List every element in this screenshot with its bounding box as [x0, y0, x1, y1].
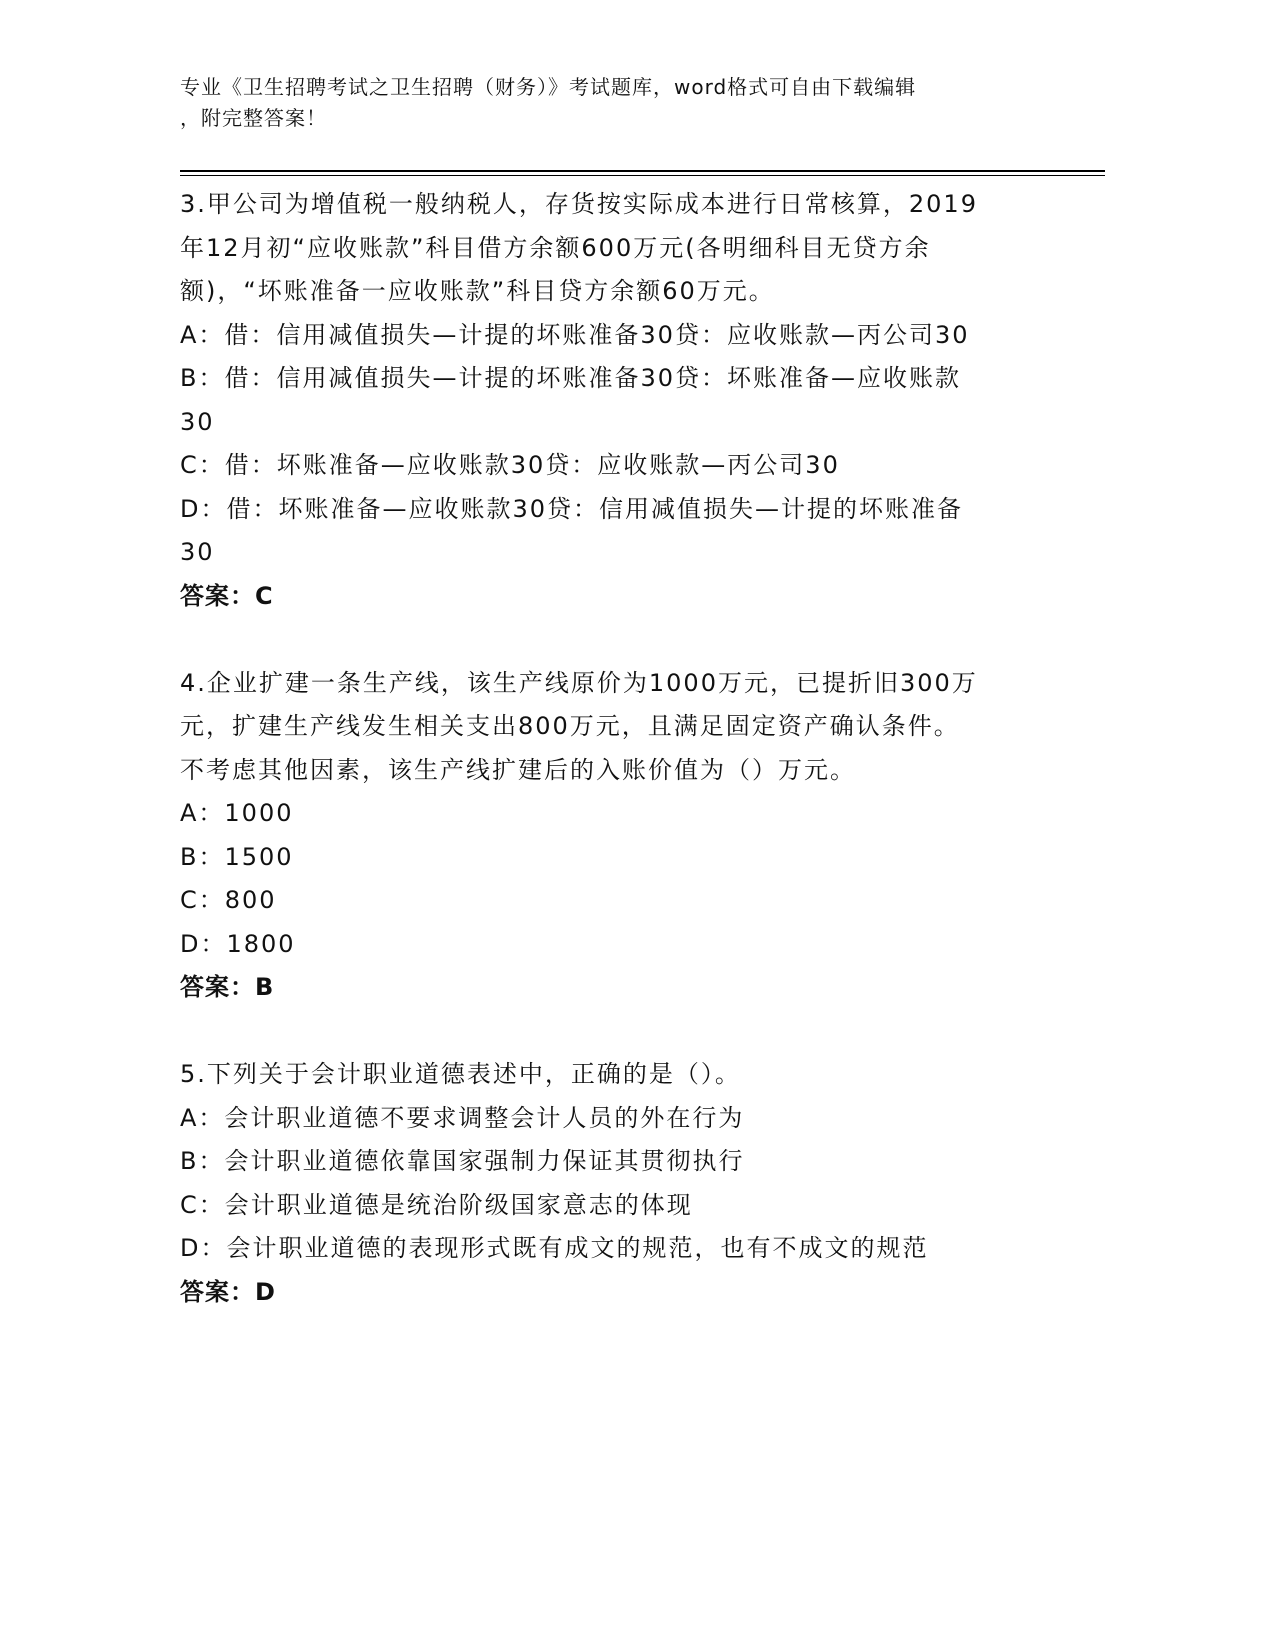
question-stem-line: 3.甲公司为增值税一般纳税人，存货按实际成本进行日常核算，2019 — [180, 190, 978, 218]
question-answer: 答案：B — [180, 973, 275, 1001]
header-line: ，附完整答案！ — [180, 106, 327, 130]
option-line: D：会计职业道德的表现形式既有成文的规范，也有不成文的规范 — [180, 1234, 929, 1262]
option-line: 30 — [180, 407, 215, 436]
option-line: D：1800 — [180, 929, 296, 958]
question-stem-line: 元，扩建生产线发生相关支出800万元，且满足固定资产确认条件。 — [180, 712, 960, 740]
answer-option — [180, 1140, 1080, 1184]
question-list — [180, 183, 1080, 1314]
answer-option — [180, 792, 1080, 836]
option-line: B：借：信用减值损失—计提的坏账准备30贷：坏账准备—应收账款 — [180, 364, 962, 392]
answer-option — [180, 357, 1080, 444]
answer-option — [180, 923, 1080, 967]
question-stem-line: 4.企业扩建一条生产线，该生产线原价为1000万元，已提折旧300万 — [180, 668, 978, 697]
option-line: C：借：坏账准备—应收账款30贷：应收账款—丙公司30 — [180, 451, 840, 479]
header-divider — [180, 175, 1105, 176]
answer-option — [180, 488, 1080, 575]
answer-option — [180, 1227, 1080, 1271]
answer-option — [180, 314, 1080, 358]
question-stem-line: 年12月初“应收账款”科目借方余额600万元(各明细科目无贷方余 — [180, 233, 931, 262]
header-line: 专业《卫生招聘考试之卫生招聘（财务）》考试题库，word格式可自由下载编辑 — [180, 75, 917, 99]
question-block — [180, 1053, 1080, 1314]
option-line: A：会计职业道德不要求调整会计人员的外在行为 — [180, 1103, 745, 1132]
answer-option — [180, 1184, 1080, 1228]
option-line: B：1500 — [180, 842, 294, 871]
document-header — [180, 72, 1040, 134]
question-spacer — [180, 1010, 1080, 1054]
answer-option — [180, 1097, 1080, 1141]
option-line: A：1000 — [180, 799, 294, 827]
option-line: C：会计职业道德是统治阶级国家意志的体现 — [180, 1190, 693, 1219]
question-block — [180, 183, 1080, 618]
answer-option — [180, 444, 1080, 488]
question-stem-line: 额)，“坏账准备一应收账款”科目贷方余额60万元。 — [180, 277, 775, 305]
header-divider — [180, 170, 1105, 172]
answer-option — [180, 879, 1080, 923]
question-answer: 答案：D — [180, 1277, 276, 1306]
question-block — [180, 662, 1080, 1010]
option-line: B：会计职业道德依靠国家强制力保证其贯彻执行 — [180, 1147, 745, 1175]
option-line: 30 — [180, 538, 215, 566]
question-spacer — [180, 618, 1080, 662]
question-answer: 答案：C — [180, 581, 274, 610]
answer-option — [180, 836, 1080, 880]
question-stem-line: 不考虑其他因素，该生产线扩建后的入账价值为（）万元。 — [180, 755, 856, 784]
question-stem-line: 5.下列关于会计职业道德表述中，正确的是（）。 — [180, 1060, 741, 1088]
option-line: C：800 — [180, 886, 277, 914]
option-line: A：借：信用减值损失—计提的坏账准备30贷：应收账款—丙公司30 — [180, 320, 970, 349]
option-line: D：借：坏账准备—应收账款30贷：信用减值损失—计提的坏账准备 — [180, 494, 964, 523]
